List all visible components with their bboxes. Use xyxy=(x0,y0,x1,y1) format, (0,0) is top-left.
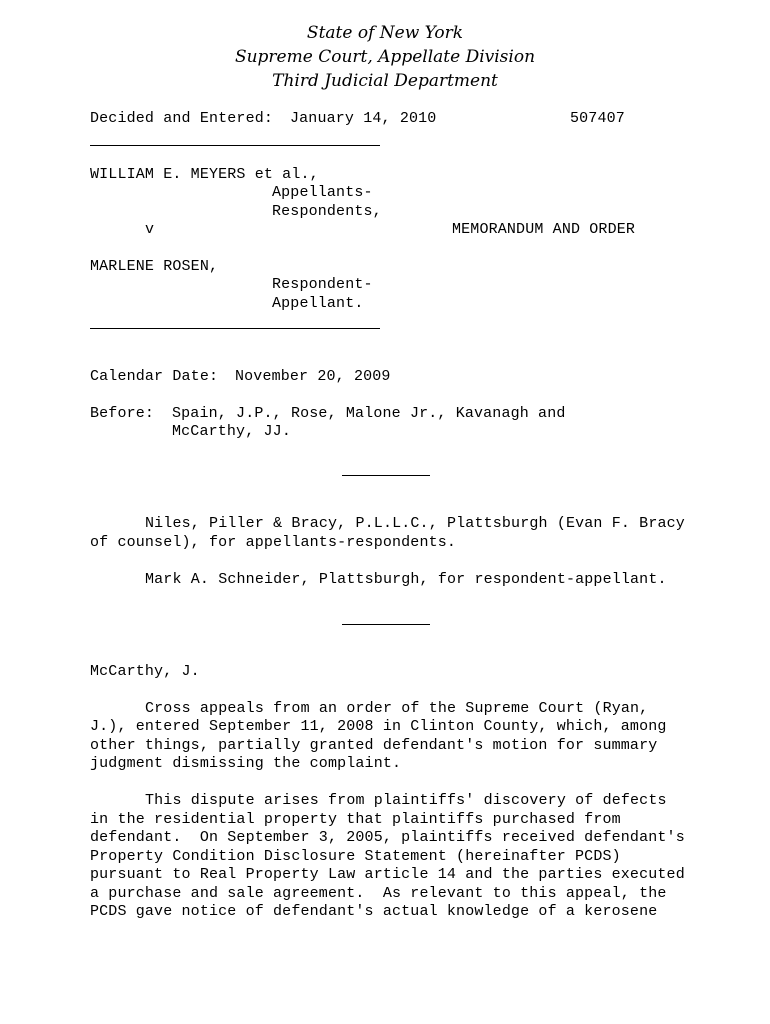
counsel-appellants-line-1: Niles, Piller & Bracy, P.L.L.C., Plattsburgh (Evan F. Bracy xyxy=(145,515,685,532)
counsel-appellants-line-2: of counsel), for appellants-respondents. xyxy=(90,534,457,551)
disposition-title: MEMORANDUM AND ORDER xyxy=(452,221,636,238)
caption-bottom-rule xyxy=(90,328,380,329)
before-label: Before: xyxy=(90,405,155,422)
opinion-para2-line: PCDS gave notice of defendant's actual knowledge of a kerosene xyxy=(90,903,658,920)
calendar-label: Calendar Date: xyxy=(90,368,219,385)
caption-plaintiffs-role-2: Respondents, xyxy=(272,203,382,220)
section-divider-2 xyxy=(342,624,430,625)
opinion-para2-line: defendant. On September 3, 2005, plaintiffs received defendant's xyxy=(90,829,685,846)
opinion-para2-line: in the residential property that plaintiffs purchased from xyxy=(90,811,621,828)
opinion-para2-line: This dispute arises from plaintiffs' discovery of defects xyxy=(145,792,667,809)
opinion-para2-line: a purchase and sale agreement. As relevant to this appeal, the xyxy=(90,885,667,902)
opinion-para2-line: Property Condition Disclosure Statement (hereinafter PCDS) xyxy=(90,848,621,865)
panel-line-1: Spain, J.P., Rose, Malone Jr., Kavanagh and xyxy=(172,405,566,422)
caption-defendant-role-2: Appellant. xyxy=(272,295,364,312)
decided-date: January 14, 2010 xyxy=(290,110,437,127)
counsel-respondent: Mark A. Schneider, Plattsburgh, for respondent-appellant. xyxy=(145,571,667,588)
opinion-para1-line: J.), entered September 11, 2008 in Clinton County, which, among xyxy=(90,718,667,735)
caption-plaintiffs: WILLIAM E. MEYERS et al., xyxy=(90,166,319,183)
calendar-date: November 20, 2009 xyxy=(235,368,391,385)
panel-line-2: McCarthy, JJ. xyxy=(172,423,291,440)
caption-defendant-role-1: Respondent- xyxy=(272,276,373,293)
docket-number: 507407 xyxy=(570,110,625,127)
caption-top-rule xyxy=(90,145,380,146)
court-name-department: Third Judicial Department xyxy=(272,71,498,91)
opinion-para1-line: judgment dismissing the complaint. xyxy=(90,755,402,772)
opinion-author: McCarthy, J. xyxy=(90,663,200,680)
court-name-division: Supreme Court, Appellate Division xyxy=(234,47,536,67)
caption-plaintiffs-role-1: Appellants- xyxy=(272,184,373,201)
caption-versus: v xyxy=(145,221,155,238)
caption-defendant: MARLENE ROSEN, xyxy=(90,258,219,275)
opinion-para1-line: other things, partially granted defendant's motion for summary xyxy=(90,737,658,754)
court-name-state: State of New York xyxy=(306,23,464,43)
decided-label: Decided and Entered: xyxy=(90,110,274,127)
opinion-para1-line: Cross appeals from an order of the Supreme Court (Ryan, xyxy=(145,700,649,717)
opinion-para2-line: pursuant to Real Property Law article 14 and the parties executed xyxy=(90,866,685,883)
section-divider-1 xyxy=(342,475,430,476)
